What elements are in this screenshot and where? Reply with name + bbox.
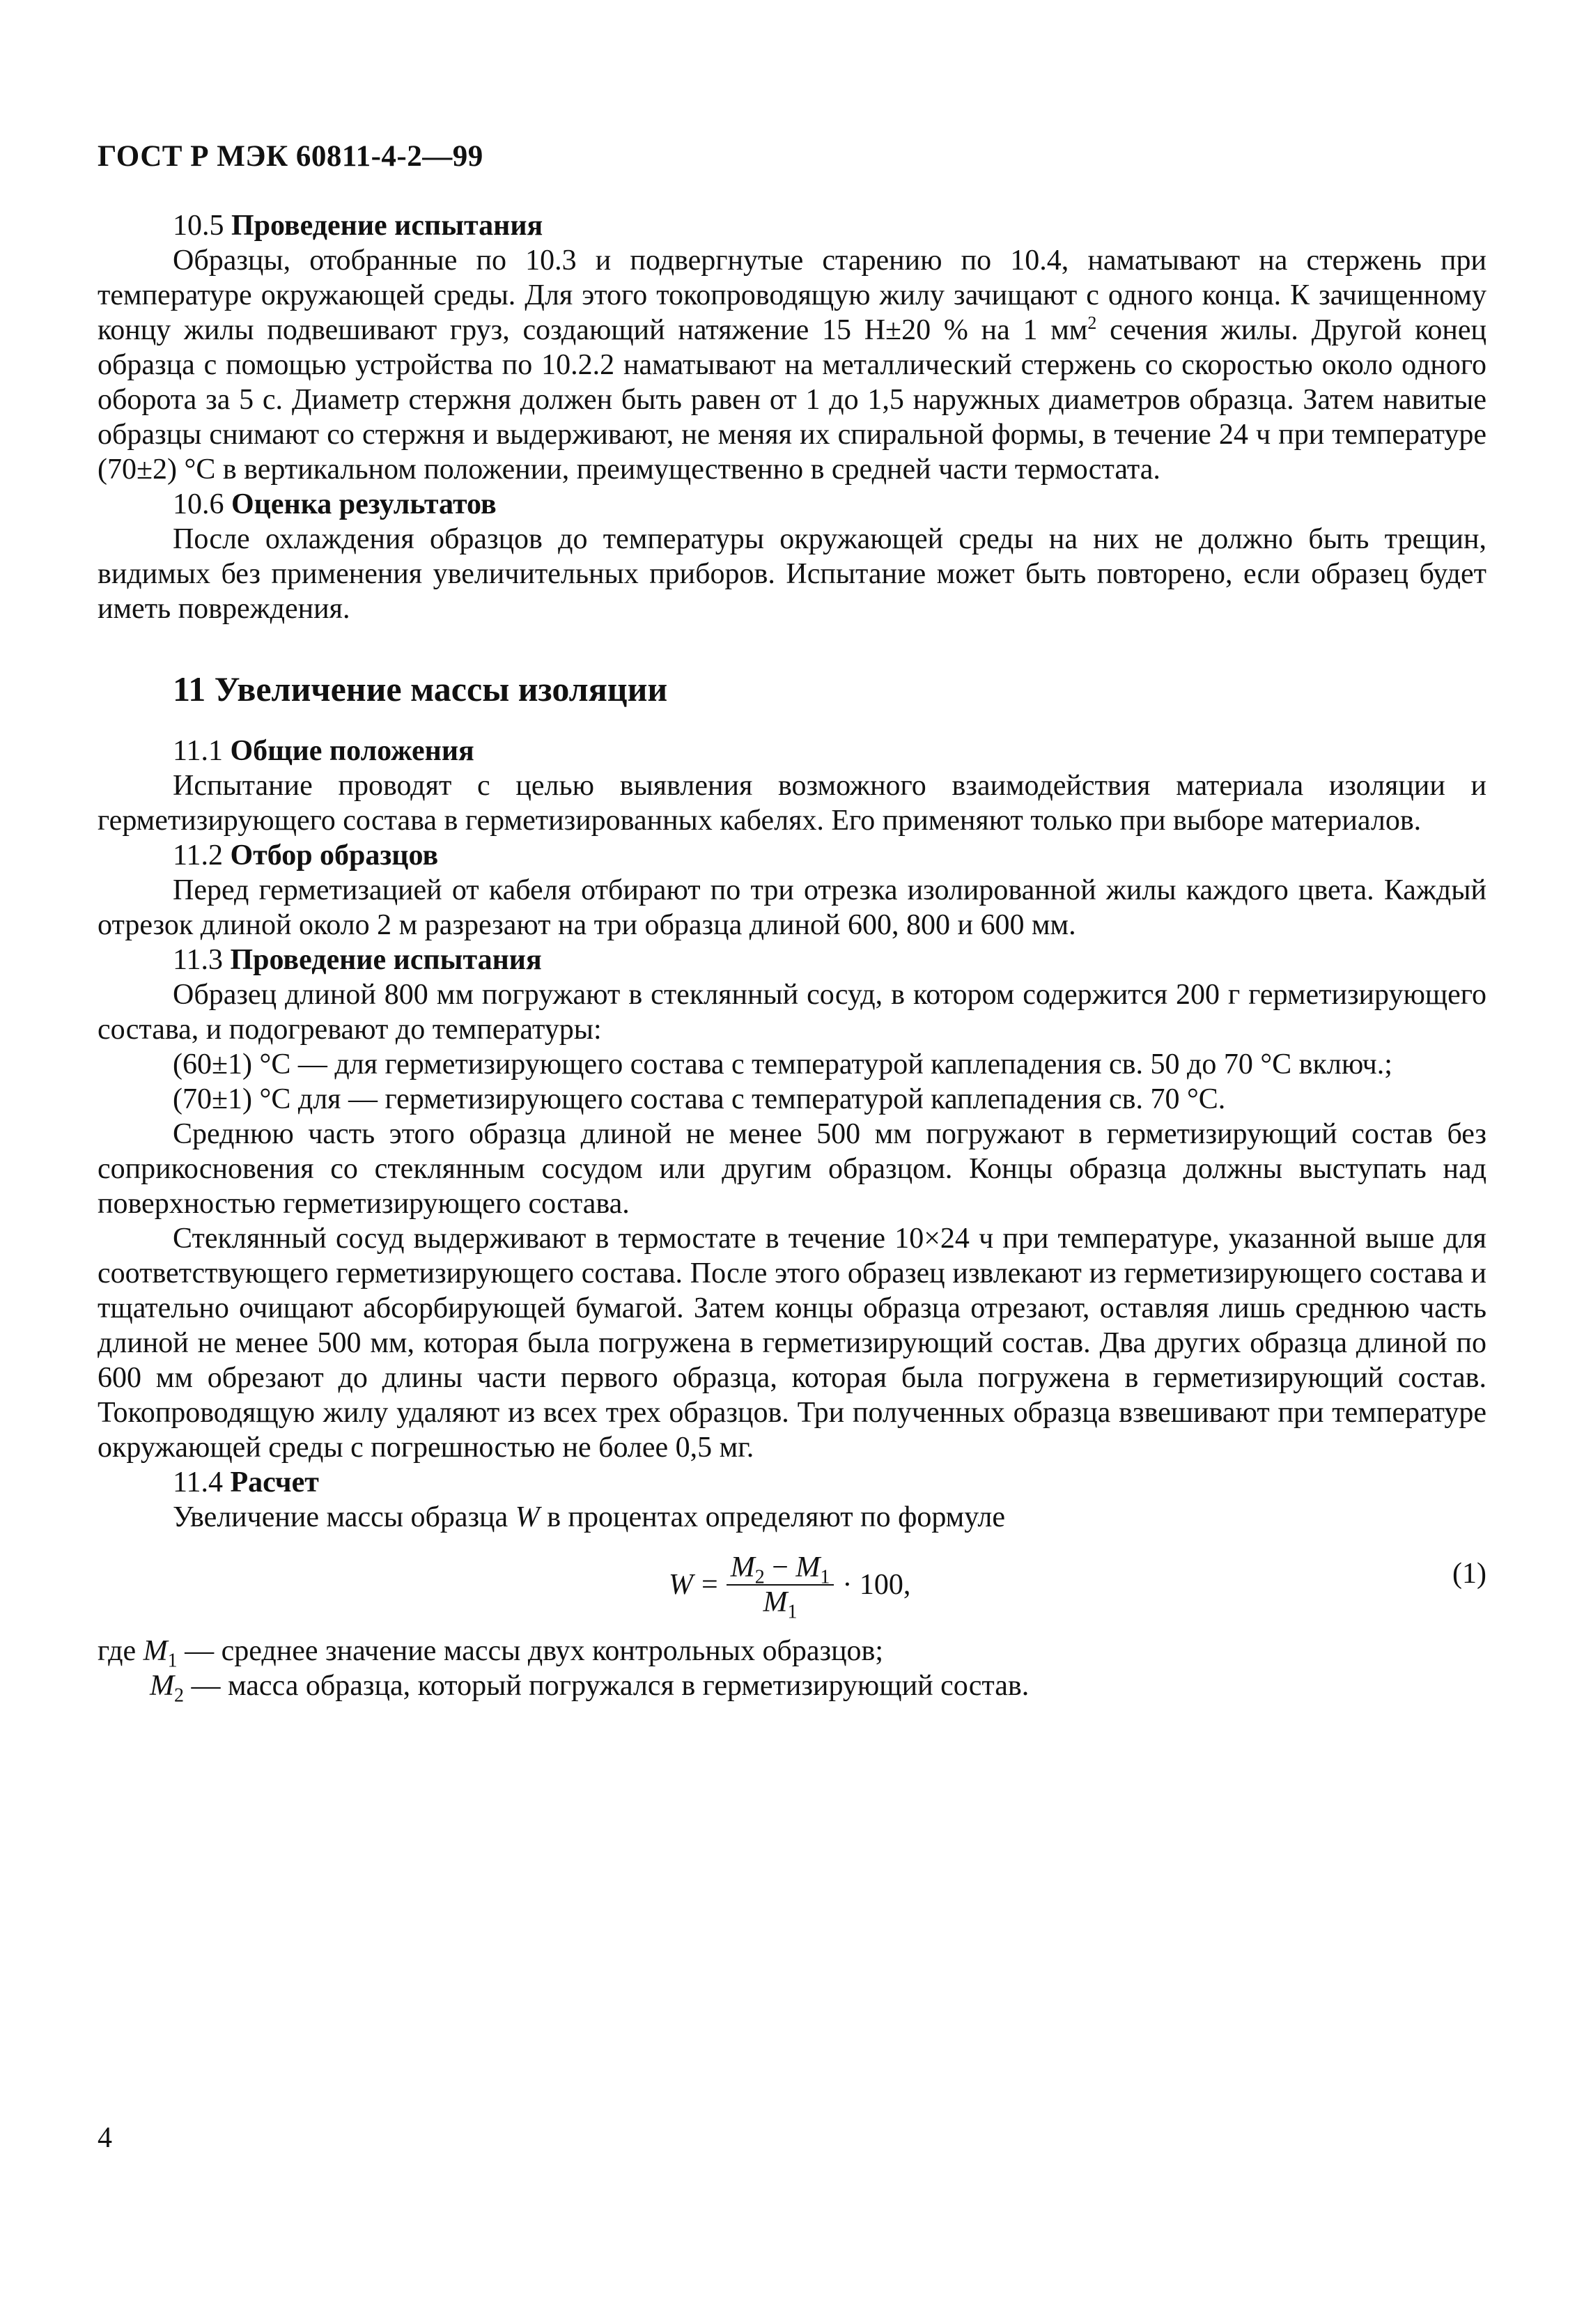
- subsection-10-5-heading: [98, 208, 1486, 243]
- subscript: 1: [820, 1566, 830, 1588]
- where-m2: [98, 1668, 1486, 1707]
- where-word: где: [98, 1635, 143, 1667]
- formula: [669, 1543, 910, 1627]
- subscript: 1: [167, 1650, 178, 1672]
- subsection-10-6-heading: [98, 487, 1486, 522]
- subsection-title: Отбор образцов: [230, 839, 439, 872]
- formula-equals: =: [701, 1569, 718, 1601]
- formula-tail: · 100,: [842, 1569, 911, 1601]
- subsection-title: Расчет: [230, 1466, 319, 1498]
- text-span: в процентах определяют по формуле: [539, 1501, 1006, 1533]
- subsection-title: Общие положения: [230, 735, 474, 767]
- var-m1: M: [143, 1635, 168, 1667]
- fraction-denominator: [759, 1586, 802, 1623]
- where-m1: [98, 1634, 1486, 1672]
- paragraph-11-3-3: (70±1) °С для — герметизирующего состава с температурой каплепадения св. 70 °С.: [173, 1083, 1226, 1115]
- text-span: Увеличение массы образца: [173, 1501, 515, 1533]
- var-m: M: [763, 1586, 788, 1618]
- page-number: 4: [98, 2122, 112, 2154]
- formula-fraction: [727, 1551, 834, 1623]
- variable-w: W: [515, 1501, 540, 1533]
- subsection-11-1-heading: [98, 734, 1486, 768]
- paragraph-10-6: После охлаждения образцов до температуры окружающей среды на них не должно быть трещин, видимых без применения увеличительных приборов. Испытание может быть повторено, если образец будет иметь повреждения.: [98, 523, 1486, 625]
- section-11-heading: 11 Увеличение массы изоляции: [173, 669, 668, 708]
- m1-definition: — среднее значение массы двух контрольных образцов;: [177, 1635, 884, 1667]
- subsection-number: 10.5: [173, 210, 224, 242]
- subsection-title: Оценка результатов: [231, 488, 497, 520]
- subsection-number: 10.6: [173, 488, 224, 520]
- paragraph-11-3-2: (60±1) °С — для герметизирующего состава с температурой каплепадения св. 50 до 70 °С включ.;: [173, 1048, 1392, 1080]
- text-span: сечения жилы. Другой конец образца с помощью устройства по 10.2.2 наматывают на металлический стержень со скоростью около одного оборота за 5 с. Диаметр стержня должен быть равен от 1 до 1,5 наружных диаметров образца. Затем навитые образцы снимают со стержня и выдерживают, не меняя их спиральной формы, в течение 24 ч при температуре (70±2) °С в вертикальном положении, преимущественно в средней части термостата.: [98, 314, 1486, 486]
- paragraph-11-1: Испытание проводят с целью выявления возможного взаимодействия материала изоляции и герметизирующего состава в герметизированных кабелях. Его применяют только при выборе материалов.: [98, 770, 1486, 837]
- subsection-number: 11.4: [173, 1466, 223, 1498]
- fraction-numerator: [727, 1551, 834, 1586]
- subsection-11-3-heading: [98, 943, 1486, 977]
- subsection-title: Проведение испытания: [230, 944, 542, 976]
- minus-sign: −: [764, 1551, 796, 1583]
- paragraph-10-5: [98, 243, 1486, 487]
- paragraph-11-4-intro: [98, 1500, 1486, 1535]
- var-m: M: [730, 1551, 755, 1583]
- subsection-11-2-heading: [98, 838, 1486, 873]
- subscript: 1: [787, 1601, 798, 1623]
- paragraph-11-3-5: Стеклянный сосуд выдерживают в термостате в течение 10×24 ч при температуре, указанной выше для соответствующего герметизирующего состава. После этого образец извлекают из герметизирующего состава и тщательно очищают абсорбирующей бумагой. Затем концы образца отрезают, оставляя лишь среднюю часть длиной не менее 500 мм, которая была погружена в герметизирующий состав. Два других образца длиной по 600 мм обрезают до длины части первого образца, которая была погружена в герметизирующий состав. Токопроводящую жилу удаляют из всех трех образцов. Три полученных образца взвешивают при температуре окружающей среды с погрешностью не более 0,5 мг.: [98, 1223, 1486, 1464]
- formula-lhs: W: [669, 1569, 693, 1601]
- paragraph-11-3-4: Среднюю часть этого образца длиной не менее 500 мм погружают в герметизирующий состав без соприкосновения со стеклянным сосудом или другим образцом. Концы образца должны выступать над поверхностью герметизирующего состава.: [98, 1118, 1486, 1220]
- subscript: 2: [754, 1566, 765, 1588]
- standard-header: ГОСТ Р МЭК 60811-4-2—99: [98, 140, 483, 173]
- subscript: 2: [174, 1684, 184, 1707]
- equation-number: (1): [1452, 1558, 1486, 1590]
- m2-definition: — масса образца, который погружался в герметизирующий состав.: [184, 1670, 1030, 1702]
- subsection-number: 11.2: [173, 839, 223, 872]
- text-span: Образцы, отобранные по 10.3 и подвергнутые старению по 10.4, наматывают на стержень при температуре окружающей среды. Для этого токопроводящую жилу зачищают с одного конца. К зачищенному концу жилы подвешивают груз, создающий натяжение 15 Н±20 % на 1 мм: [98, 245, 1486, 346]
- subsection-11-4-heading: [98, 1465, 1486, 1500]
- subsection-number: 11.1: [173, 735, 223, 767]
- subsection-number: 11.3: [173, 944, 223, 976]
- formula-block: [98, 1543, 1486, 1634]
- paragraph-11-2: Перед герметизацией от кабеля отбирают по три отрезка изолированной жилы каждого цвета. Каждый отрезок длиной около 2 м разрезают на три образца длиной 600, 800 и 600 мм.: [98, 874, 1486, 941]
- var-m2: M: [150, 1670, 174, 1702]
- superscript: 2: [1087, 313, 1097, 333]
- paragraph-11-3-1: Образец длиной 800 мм погружают в стеклянный сосуд, в котором содержится 200 г герметизирующего состава, и подогревают до температуры:: [98, 979, 1486, 1046]
- subsection-title: Проведение испытания: [231, 210, 543, 242]
- var-m: M: [795, 1551, 821, 1583]
